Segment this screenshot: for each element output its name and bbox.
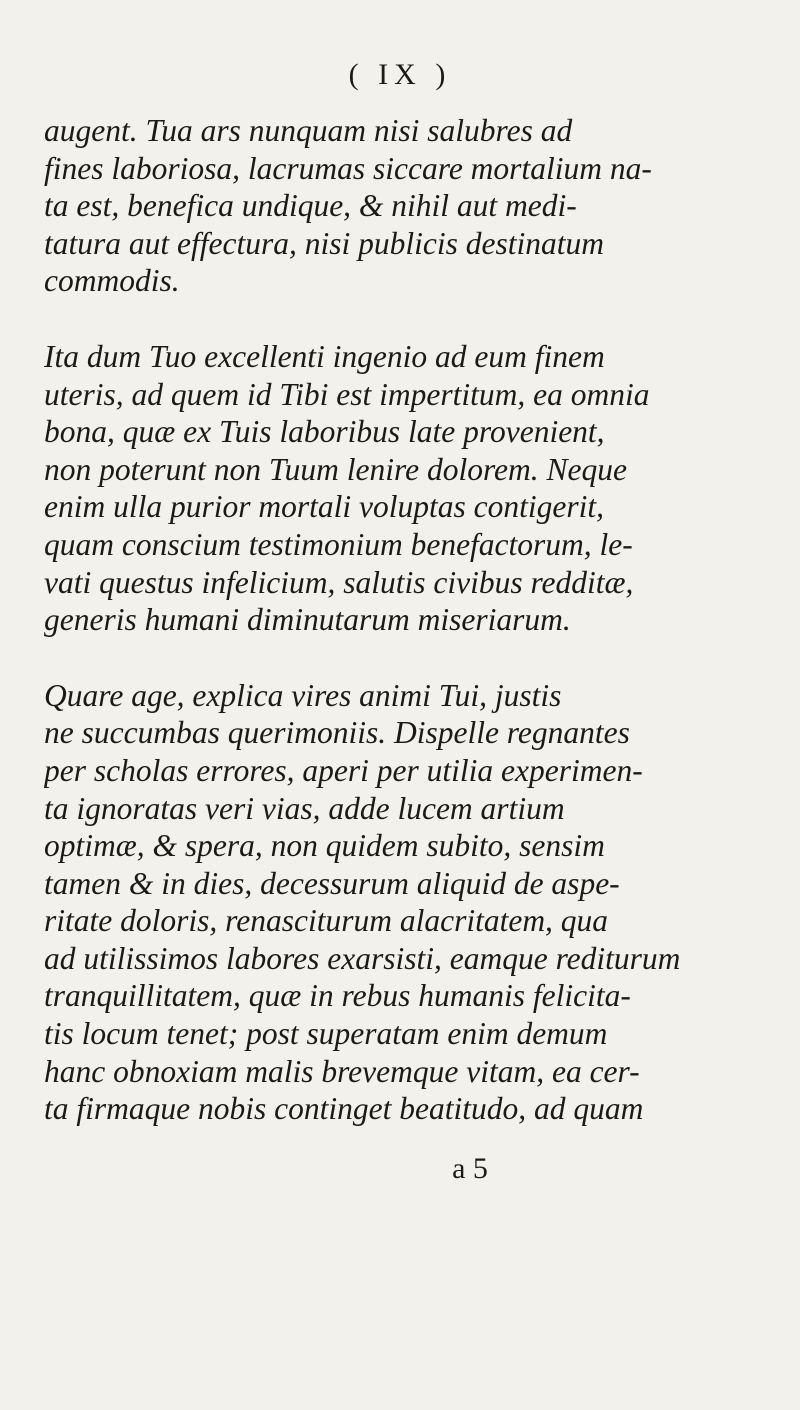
text-line: quam conscium testimonium benefactorum, le- bbox=[44, 526, 633, 562]
text-line: bona, quæ ex Tuis laboribus late provenient, bbox=[44, 414, 605, 450]
paragraph-gap bbox=[44, 300, 764, 338]
text-body bbox=[44, 112, 764, 1128]
text-line: tatura aut effectura, nisi publicis destinatum bbox=[44, 225, 604, 261]
text-line: Ita dum Tuo excellenti ingenio ad eum finem bbox=[44, 338, 605, 374]
text-line: ta est, benefica undique, & nihil aut medi- bbox=[44, 188, 577, 224]
text-line: ritate doloris, renasciturum alacritatem, qua bbox=[44, 903, 609, 939]
text-line: fines laboriosa, lacrumas siccare mortalium na- bbox=[44, 150, 652, 186]
text-line: per scholas errores, aperi per utilia experimen- bbox=[44, 752, 643, 788]
paragraph-3 bbox=[44, 677, 764, 1128]
text-line: generis humani diminutarum miseriarum. bbox=[44, 602, 571, 638]
paragraph-1 bbox=[44, 112, 764, 300]
text-line: vati questus infelicium, salutis civibus redditæ, bbox=[44, 564, 634, 600]
text-line: non poterunt non Tuum lenire dolorem. Neque bbox=[44, 451, 627, 487]
text-line: ta firmaque nobis continget beatitudo, ad quam bbox=[44, 1091, 644, 1127]
text-line: optimæ, & spera, non quidem subito, sensim bbox=[44, 828, 605, 864]
text-line: enim ulla purior mortali voluptas contigerit, bbox=[44, 489, 604, 525]
text-line: hanc obnoxiam malis brevemque vitam, ea cer- bbox=[44, 1053, 640, 1089]
text-line: tamen & in dies, decessurum aliquid de aspe- bbox=[44, 865, 620, 901]
text-line: ta ignoratas veri vias, adde lucem artium bbox=[44, 790, 565, 826]
text-line: augent. Tua ars nunquam nisi salubres ad bbox=[44, 113, 573, 148]
text-line: uteris, ad quem id Tibi est impertitum, ea omnia bbox=[44, 376, 650, 412]
signature-mark: a 5 bbox=[452, 1152, 488, 1185]
text-line: Quare age, explica vires animi Tui, justis bbox=[44, 677, 562, 713]
text-line: commodis. bbox=[44, 263, 180, 299]
text-line: tranquillitatem, quæ in rebus humanis felicita- bbox=[44, 978, 631, 1014]
text-line: tis locum tenet; post superatam enim demum bbox=[44, 1016, 608, 1052]
text-line: ne succumbas querimoniis. Dispelle regnantes bbox=[44, 715, 630, 751]
paragraph-gap bbox=[44, 639, 764, 677]
page-number: ( IX ) bbox=[348, 58, 452, 91]
paragraph-2 bbox=[44, 338, 764, 639]
text-line: ad utilissimos labores exarsisti, eamque rediturum bbox=[44, 940, 681, 976]
